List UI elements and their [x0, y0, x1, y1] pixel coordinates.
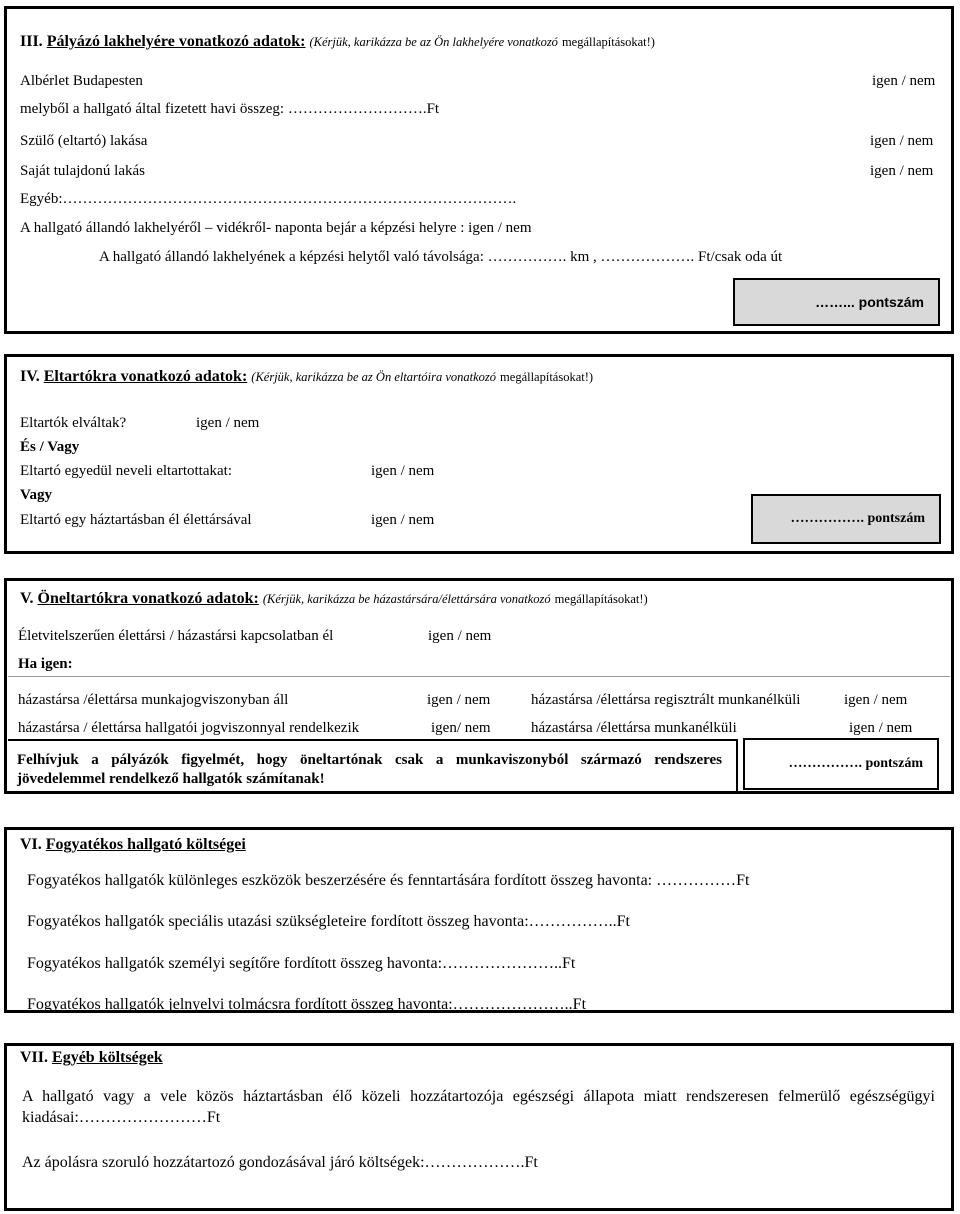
section-title: Eltartókra vonatkozó adatok:: [43, 368, 248, 385]
regisztralt-munkanelkuli-choice[interactable]: igen / nem: [844, 692, 908, 708]
alberlet-label: Albérlet Budapesten: [20, 73, 143, 89]
section-iv-heading: [20, 368, 593, 386]
utazasi-koltseg-field[interactable]: Fogyatékos hallgatók speciális utazási szükségleteire fordított összeg havonta:……………..Ft: [27, 913, 630, 930]
szemelyi-segito-field[interactable]: Fogyatékos hallgatók személyi segítőre fordított összeg havonta:…………………..Ft: [27, 955, 576, 972]
pontszam-box-iv: [751, 494, 941, 544]
tolmacs-koltseg-field[interactable]: Fogyatékos hallgatók jelnyelvi tolmácsra fordított összeg havonta:…………………..Ft: [27, 996, 587, 1012]
pontszam-box-v: [743, 738, 939, 790]
szulo-lakasa-label: Szülő (eltartó) lakása: [20, 133, 148, 149]
munkajogviszony-label: házastársa /élettársa munkajogviszonyban áll: [18, 692, 289, 708]
havi-osszeg-field[interactable]: melyből a hallgató által fizetett havi összeg: ……………………….Ft: [20, 101, 440, 117]
pontszam-label: ……………. pontszám: [790, 511, 925, 526]
egeszsegugyi-kiadasok-field[interactable]: A hallgató vagy a vele közös háztartásban élő közeli hozzátartozója egészségi állapota miatt rendszeresen felmerülő egészségügyi kiadásai:……………………Ft: [22, 1088, 935, 1126]
pontszam-label: ……………. pontszám: [788, 756, 923, 771]
sajat-lakas-label: Saját tulajdonú lakás: [20, 163, 145, 179]
section-hint-tail: megállapításokat!): [500, 370, 594, 384]
bejar-line[interactable]: A hallgató állandó lakhelyéről – vidékről- naponta bejár a képzési helyre : igen / nem: [20, 220, 532, 236]
ha-igen-label: Ha igen:: [18, 656, 73, 672]
szulo-lakasa-choice[interactable]: igen / nem: [870, 133, 934, 149]
section-number: V.: [20, 590, 34, 607]
eszkozok-koltseg-field[interactable]: Fogyatékos hallgatók különleges eszközök beszerzésére és fenntartására fordított összeg havonta: ……………Ft: [27, 872, 750, 889]
section-number: III.: [20, 33, 43, 50]
regisztralt-munkanelkuli-label: házastársa /élettársa regisztrált munkanélküli: [531, 692, 801, 708]
munkanelkuli-label: házastársa /élettársa munkanélküli: [531, 720, 737, 736]
alberlet-choice[interactable]: igen / nem: [872, 73, 936, 89]
munkanelkuli-choice[interactable]: igen / nem: [849, 720, 913, 736]
elvaltak-label: Eltartók elváltak?: [20, 415, 127, 431]
section-number: VII.: [20, 1049, 49, 1066]
section-title: Egyéb költségek: [52, 1049, 163, 1066]
sajat-lakas-choice[interactable]: igen / nem: [870, 163, 934, 179]
section-iii-heading: [20, 33, 655, 51]
section-title: Pályázó lakhelyére vonatkozó adatok:: [46, 33, 306, 50]
onellato-notice: Felhívjuk a pályázók figyelmét, hogy öneltartónak csak a munkaviszonyból származó rendszeres jövedelemmel rendelkező hallgatók számítanak!: [17, 752, 722, 787]
section-title: Öneltartókra vonatkozó adatok:: [37, 590, 259, 607]
section-title: Fogyatékos hallgató költségei: [45, 836, 246, 853]
tavolsag-line[interactable]: A hallgató állandó lakhelyének a képzési helytől való távolsága: ……………. km , ………………. Ft/csak oda út: [99, 249, 783, 265]
eletvitel-choice[interactable]: igen / nem: [428, 628, 492, 644]
egyedul-label: Eltartó egyedül neveli eltartottakat:: [20, 463, 232, 479]
elvaltak-choice[interactable]: igen / nem: [196, 415, 260, 431]
es-vagy-label: És / Vagy: [20, 439, 80, 455]
pontszam-label: ……... pontszám: [815, 294, 924, 310]
section-hint-tail: megállapításokat!): [554, 592, 648, 606]
section-vii-heading: [20, 1049, 163, 1067]
elettars-choice[interactable]: igen / nem: [371, 512, 435, 528]
eletvitel-label: Életvitelszerűen élettársi / házastársi kapcsolatban él: [18, 628, 334, 644]
hallgatoi-jogviszony-label: házastársa / élettársa hallgatói jogviszonnyal rendelkezik: [18, 720, 360, 736]
section-number: IV.: [20, 368, 40, 385]
apolasi-koltseg-field[interactable]: Az ápolásra szoruló hozzátartozó gondozásával járó költségek:……………….Ft: [22, 1154, 538, 1171]
elettars-label: Eltartó egy háztartásban él élettársával: [20, 512, 252, 528]
divider: [8, 676, 950, 677]
section-v-heading: [20, 590, 648, 608]
section-hint: (Kérjük, karikázza be házastársára/élettársára vonatkozó: [262, 592, 551, 606]
section-hint-tail: megállapításokat!): [561, 35, 655, 49]
pontszam-box-iii: [733, 278, 940, 326]
egyeb-field[interactable]: Egyéb:……………………………………………………………………………….: [20, 191, 517, 207]
section-hint: (Kérjük, karikázza be az Ön lakhelyére vonatkozó: [309, 35, 558, 49]
munkajogviszony-choice[interactable]: igen / nem: [427, 692, 491, 708]
egyedul-choice[interactable]: igen / nem: [371, 463, 435, 479]
section-number: VI.: [20, 836, 42, 853]
section-vi-heading: [20, 836, 246, 854]
vagy-label: Vagy: [20, 487, 52, 503]
hallgatoi-jogviszony-choice[interactable]: igen/ nem: [431, 720, 491, 736]
section-hint: (Kérjük, karikázza be az Ön eltartóira vonatkozó: [251, 370, 497, 384]
